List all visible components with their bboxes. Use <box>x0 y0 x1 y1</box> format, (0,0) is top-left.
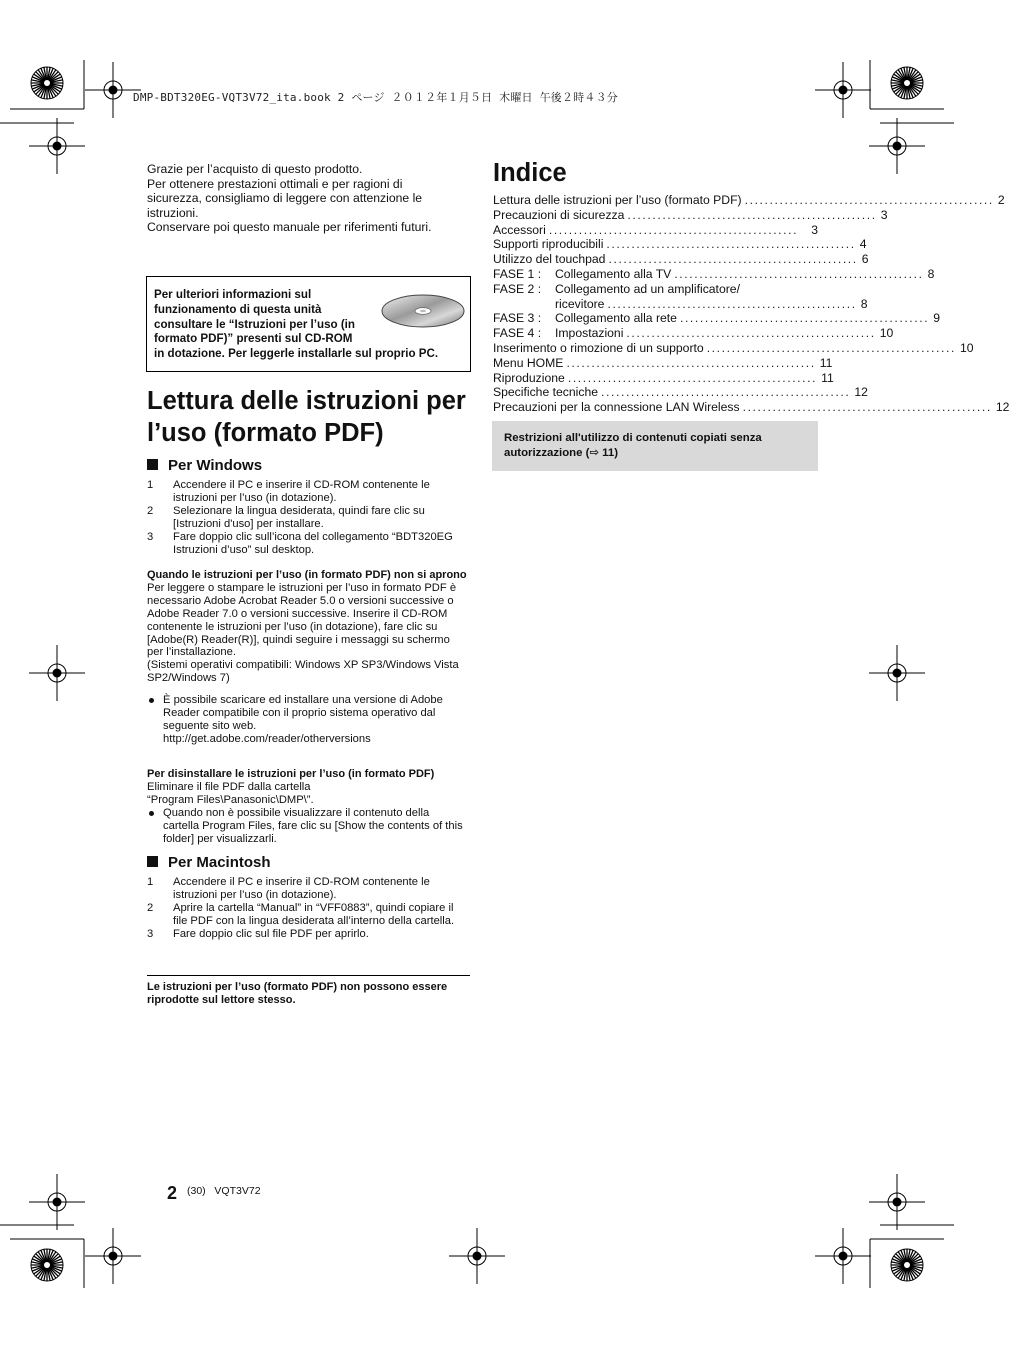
toc-entry: Riproduzione .................................................. 11 <box>493 370 834 385</box>
player-note: Le istruzioni per l’uso (formato PDF) non possono essere riprodotte sul lettore stesso. <box>147 981 448 1006</box>
macintosh-step: 1 Accendere il PC e inserire il CD-ROM contenente le istruzioni per l’uso (in dotazione). <box>147 876 430 901</box>
uninstall-line: Eliminare il file PDF dalla cartella <box>147 780 311 793</box>
document-code: (30) VQT3V72 <box>187 1185 261 1197</box>
square-bullet-icon <box>147 459 158 470</box>
windows-step: 1 Accendere il PC e inserire il CD-ROM contenente le istruzioni per l’uso (in dotazione). <box>147 479 430 504</box>
uninstall-title: Per disinstallare le istruzioni per l’uso (in formato PDF) <box>147 768 435 780</box>
index-title: Indice <box>493 159 567 187</box>
cd-rom-info-text <box>154 288 466 362</box>
windows-heading-label: Per Windows <box>168 457 263 474</box>
page-number: 2 <box>167 1183 178 1203</box>
toc-entry: FASE 2 : Collegamento ad un amplificatore/ <box>493 281 740 296</box>
toc-entry: Utilizzo del touchpad .................................................. 6 <box>493 252 869 267</box>
toc-entry: Accessori .................................................. 3 <box>493 222 818 237</box>
intro-line: Conservare poi questo manuale per riferimenti futuri. <box>147 220 432 235</box>
uninstall-section <box>147 768 467 845</box>
info-line: consultare le “Istruzioni per l’uso (in <box>154 317 355 331</box>
print-header: DMP-BDT320EG-VQT3V72_ita.book 2 ページ ２０１２年１月５日 木曜日 午後２時４３分 <box>133 91 618 104</box>
macintosh-step: 3 Fare doppio clic sul file PDF per aprirlo. <box>147 927 369 940</box>
toc-entry: Inserimento o rimozione di un supporto .................................................. 10 <box>493 340 974 355</box>
intro-line: Grazie per l’acquisto di questo prodotto. <box>147 162 363 176</box>
toc-entry: Precauzioni di sicurezza .................................................. 3 <box>493 207 888 222</box>
pdf-not-open-section <box>147 569 467 746</box>
windows-heading <box>147 457 262 474</box>
toc-entry: Lettura delle istruzioni per l’uso (formato PDF) .................................................. 2 <box>493 193 1005 207</box>
pdf-not-open-title: Quando le istruzioni per l’uso (in formato PDF) non si aprono <box>147 569 467 581</box>
square-bullet-icon <box>147 856 158 867</box>
adobe-url: http://get.adobe.com/reader/otherversions <box>163 732 371 745</box>
restriction-page-ref: 11) <box>598 446 618 459</box>
divider <box>147 975 470 976</box>
pdf-section-title: Lettura delle istruzioni per l’uso (formato PDF) <box>147 387 466 447</box>
restriction-text: Restrizioni all'utilizzo di contenuti copiati senza autorizzazione ( <box>504 432 762 459</box>
compatible-os: (Sistemi operativi compatibili: Windows XP SP3/Windows Vista SP2/Windows 7) <box>147 659 459 685</box>
toc-entry: FASE 4 : Impostazioni .................................................. 10 <box>493 326 894 341</box>
windows-steps <box>147 479 465 556</box>
info-line: formato PDF)” presenti sul CD-ROM <box>154 332 353 346</box>
toc-entry-continued: ricevitore .................................................. 8 <box>555 296 868 311</box>
macintosh-heading <box>147 854 271 871</box>
macintosh-step: 2 Aprire la cartella “Manual” in “VFF0883”, quindi copiare il file PDF con la lingua desiderata all’interno della cartella. <box>147 901 455 927</box>
intro-line: Per ottenere prestazioni ottimali e per ragioni di sicurezza, consigliamo di leggere con attenzione le istruzioni. <box>147 176 423 220</box>
pdf-not-open-body: Per leggere o stampare le istruzioni per l’uso in formato PDF è necessario Adobe Acrobat Reader 5.0 o versioni successive o Adobe Reader 7.0 o versioni successive. Inserire il CD-ROM contenente le istruzioni per l’uso (in dotazione), fare clic su [Adobe(R) Reader(R)], quindi seguire i messaggi su schermo per l’installazione. <box>147 581 457 659</box>
toc-entry: FASE 1 : Collegamento alla TV .................................................. 8 <box>493 266 935 281</box>
copy-restriction-box <box>492 421 818 471</box>
toc-entry: FASE 3 : Collegamento alla rete .................................................. 9 <box>493 311 941 326</box>
macintosh-steps <box>147 876 467 941</box>
macintosh-heading-label: Per Macintosh <box>168 854 271 871</box>
uninstall-note: Quando non è possibile visualizzare il contenuto della cartella Program Files, fare clic su [Show the contents of this folder] per visualizzarli. <box>147 807 467 846</box>
toc-entry: Precauzioni per la connessione LAN Wireless .................................................. 12 <box>493 400 1009 415</box>
info-line: funzionamento di questa unità <box>154 302 322 316</box>
windows-step: 2 Selezionare la lingua desiderata, quindi fare clic su [Istruzioni d'uso] per installare. <box>147 504 425 530</box>
info-line: in dotazione. Per leggerle installarle sul proprio PC. <box>154 347 439 361</box>
windows-step: 3 Fare doppio clic sull’icona del collegamento “BDT320EG Istruzioni d’uso” sul desktop. <box>147 530 453 556</box>
toc-entry: Specifiche tecniche .................................................. 12 <box>493 385 868 400</box>
intro-text <box>147 162 457 235</box>
toc-entry: Menu HOME .................................................. 11 <box>493 355 833 370</box>
table-of-contents <box>493 193 1009 415</box>
info-line: Per ulteriori informazioni sul <box>154 288 312 301</box>
adobe-download-note: È possibile scaricare ed installare una versione di Adobe Reader compatibile con il proprio sistema operativo dal seguente sito web. http://get.adobe.com/reader/otherversions <box>147 694 467 746</box>
toc-entry: Supporti riproducibili .................................................. 4 <box>493 237 867 252</box>
arrow-right-icon: ⇨ <box>589 446 599 459</box>
cd-rom-info-box <box>146 276 471 372</box>
uninstall-path: “Program Files\Panasonic\DMP\”. <box>147 793 314 806</box>
